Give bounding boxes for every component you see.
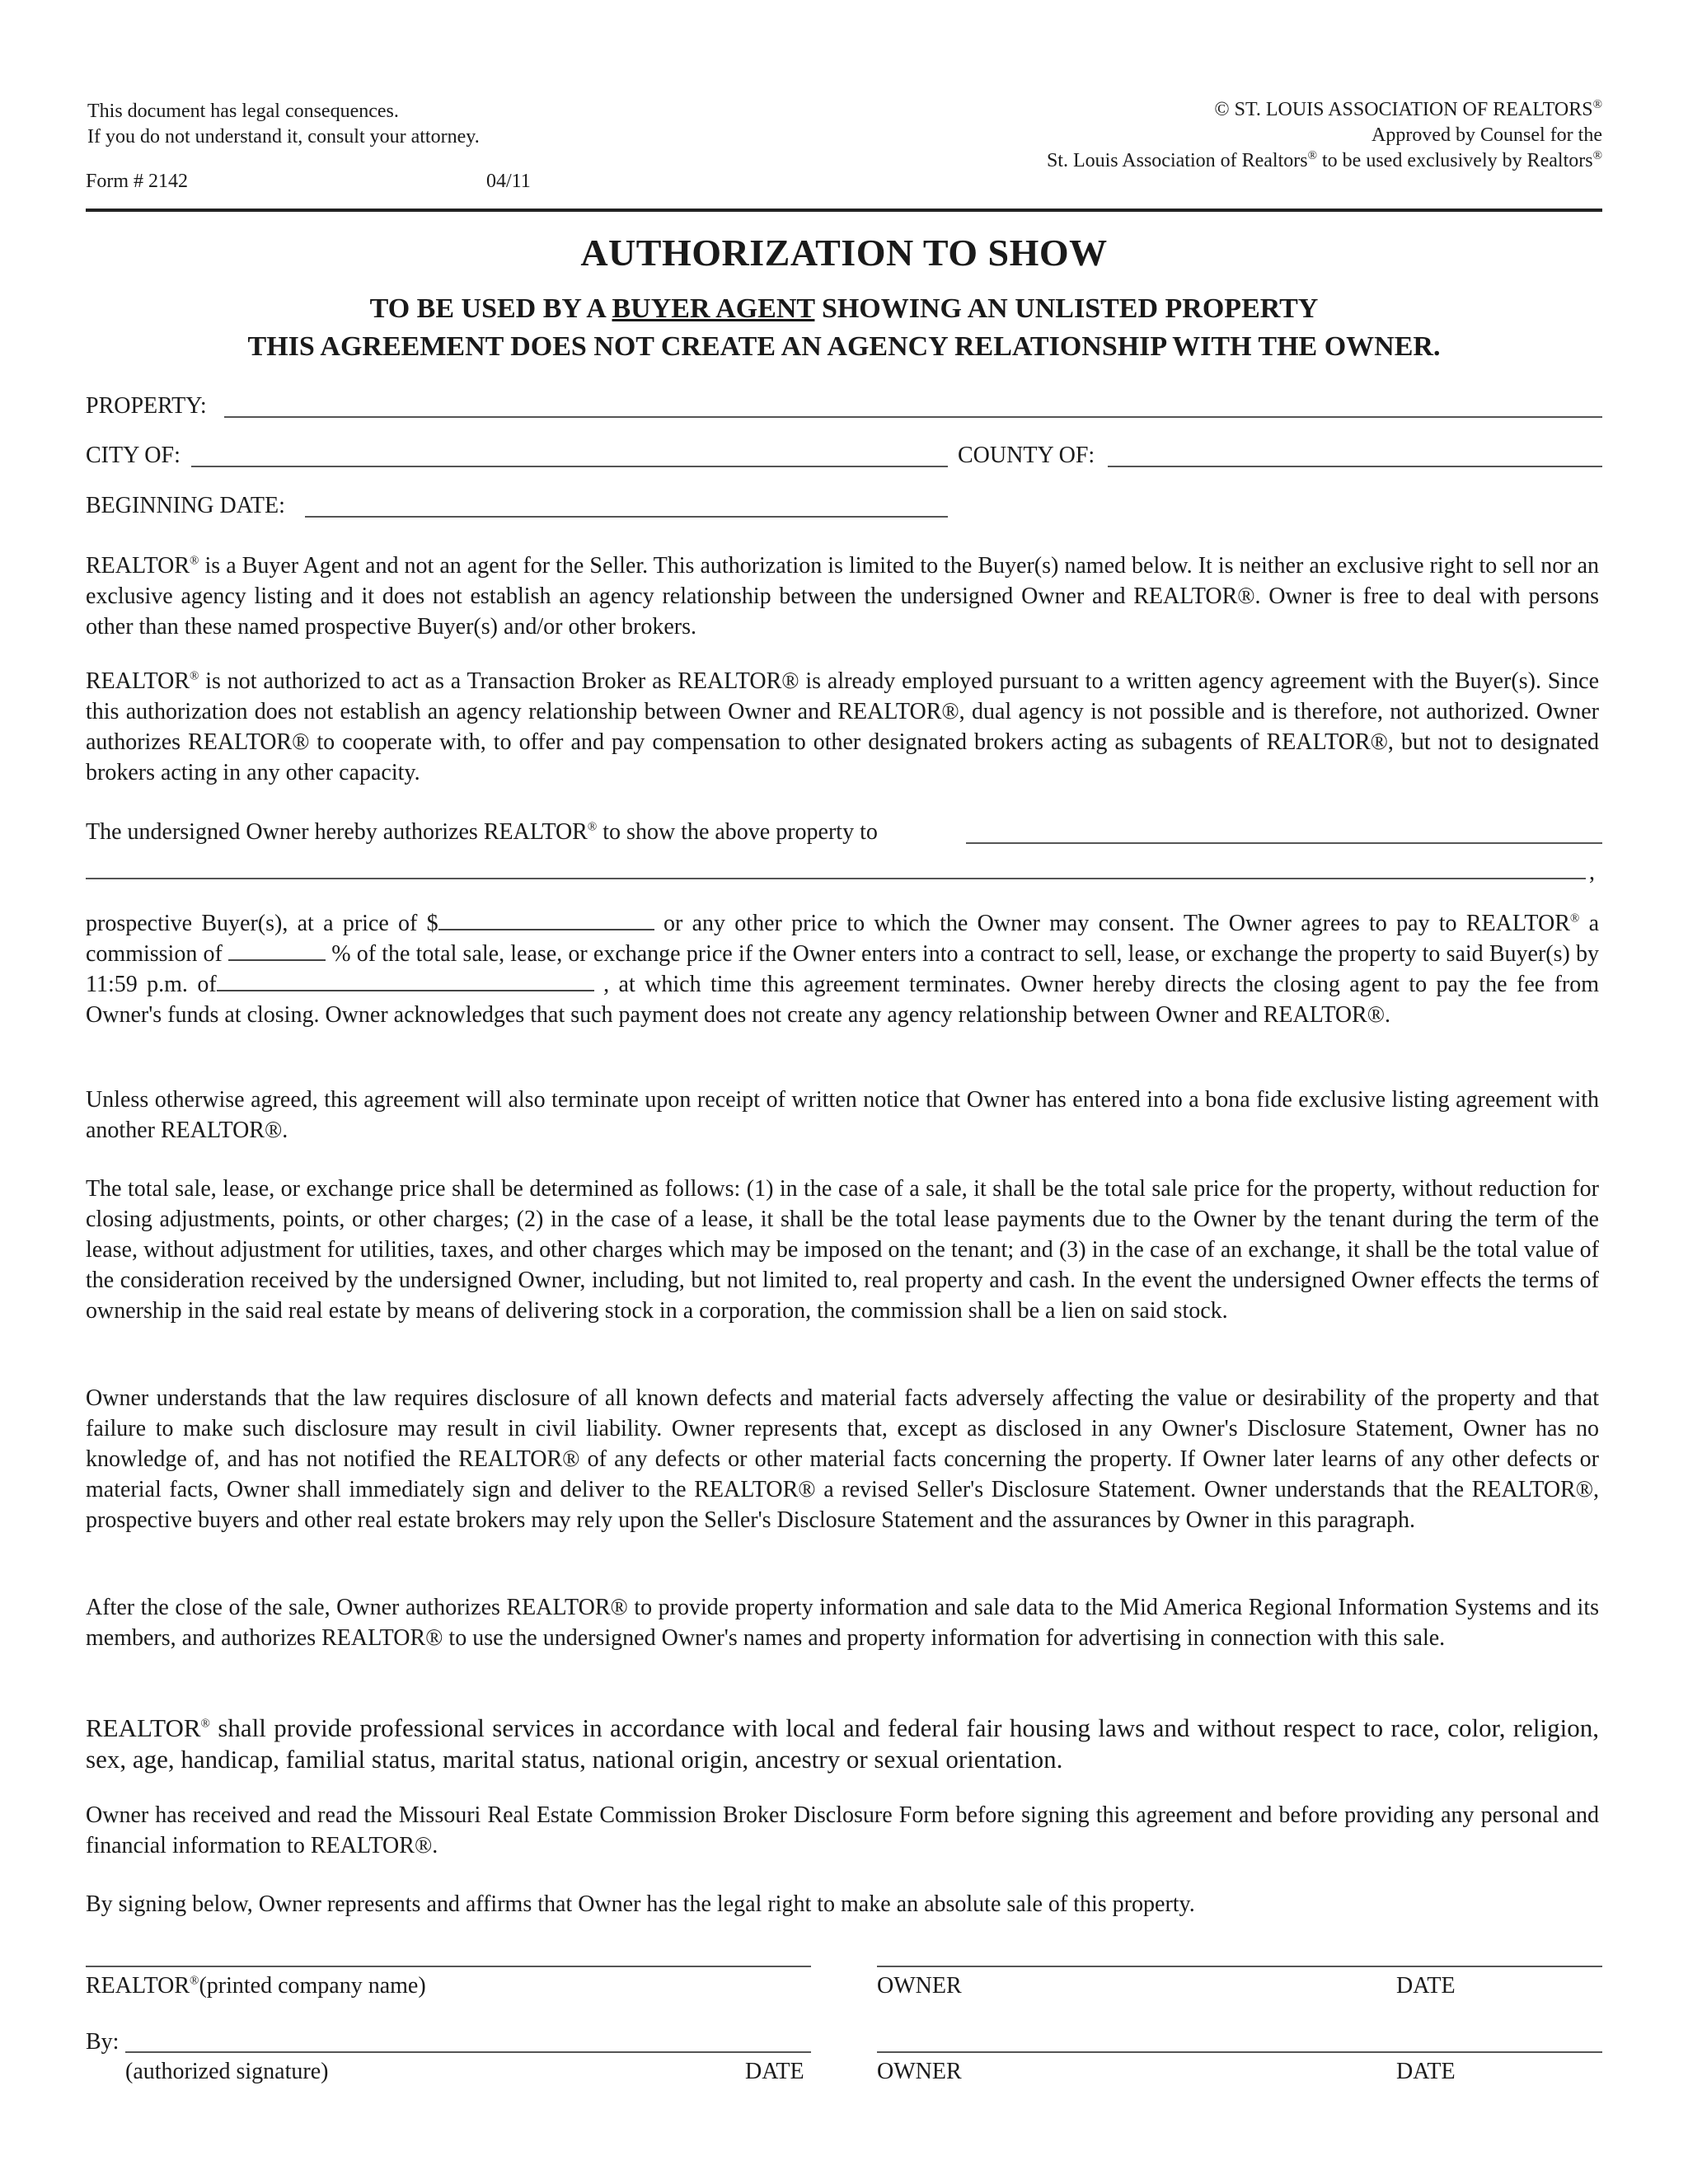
paragraph-transaction-broker bbox=[86, 666, 1599, 788]
buyer-names-field-2[interactable] bbox=[86, 878, 1586, 879]
price-text: prospective Buyer(s), at a price of $ bbox=[86, 911, 438, 936]
form-date: 04/11 bbox=[486, 171, 531, 192]
realtor-word: REALTOR bbox=[86, 1973, 190, 1999]
registered-mark: ® bbox=[1569, 912, 1580, 926]
county-field[interactable] bbox=[1108, 466, 1602, 467]
registered-mark: ® bbox=[200, 1717, 210, 1731]
realtor-date-label: DATE bbox=[745, 2059, 804, 2084]
paragraph-authorization bbox=[86, 818, 878, 846]
printed-company-label: (printed company name) bbox=[199, 1973, 426, 1999]
by-label: By: bbox=[86, 2029, 120, 2055]
copyright-line3b: to be used exclusively by Realtors bbox=[1322, 150, 1593, 171]
subtitle-line2: THIS AGREEMENT DOES NOT CREATE AN AGENCY RELATIONSHIP WITH THE OWNER. bbox=[247, 331, 1441, 362]
consent-text: or any other price to which the Owner may consent. The Owner agrees to pay to REALTOR bbox=[663, 911, 1570, 936]
subtitle-part-c: SHOWING AN UNLISTED PROPERTY bbox=[814, 293, 1319, 324]
paragraph-agency bbox=[86, 551, 1599, 642]
authorized-signature-line[interactable] bbox=[125, 2051, 811, 2053]
copyright-line1: © ST. LOUIS ASSOCIATION OF REALTORS bbox=[1214, 99, 1593, 120]
beginning-date-field[interactable] bbox=[305, 516, 948, 518]
owner2-label: OWNER bbox=[877, 2059, 962, 2084]
paragraph-termination: Unless otherwise agreed, this agreement will also terminate upon receipt of written notice that Owner has entered into a bona fide exclusive listing agreement with another REALTOR®. bbox=[86, 1087, 1599, 1143]
commission-text: a commission of bbox=[86, 911, 1600, 967]
paragraph-broker-disclosure: Owner has received and read the Missouri Real Estate Commission Broker Disclosure Form before signing this agreement and before providing any personal and financial information to REALTOR®. bbox=[86, 1802, 1599, 1858]
paragraph-price-commission bbox=[86, 908, 1599, 1030]
buyer-names-field-1[interactable] bbox=[966, 842, 1602, 844]
registered-mark: ® bbox=[190, 554, 199, 568]
county-label: COUNTY OF: bbox=[958, 443, 1095, 468]
paragraph-total-price: The total sale, lease, or exchange price shall be determined as follows: (1) in the case of a sale, it shall be the total sale price for the property, without reduction for closing adjustments, points, or other charges; (2) in the case of a lease, it shall be the total lease payments due to the Owner by the tenant during the term of the lease, without adjustment for utilities, taxes, and other charges which may be imposed on the tenant; and (3) in the case of an exchange, it shall be the total value of the consideration received by the undersigned Owner, including, but not limited to, real property and cash. In the event the undersigned Owner effects the terms of ownership in the said real estate by means of delivering stock in a corporation, the commission shall be a lien on said stock. bbox=[86, 1176, 1599, 1324]
document-title-wrap bbox=[86, 231, 1602, 274]
paragraph-legal-right: By signing below, Owner represents and affirms that Owner has the legal right to make an absolute sale of this property. bbox=[86, 1891, 1195, 1917]
authorization-text-a: The undersigned Owner hereby authorizes REALTOR bbox=[86, 819, 588, 845]
registered-mark: ® bbox=[1592, 98, 1602, 111]
owner1-label: OWNER bbox=[877, 1973, 962, 1999]
realtor-word: REALTOR bbox=[86, 553, 190, 579]
closing-text: , at which time this agreement terminates. Owner hereby directs the closing agent to pay the fee from Owner's funds at closing. Owner acknowledges that such payment does not create any agency relationship between Owner and REALTOR®. bbox=[86, 972, 1600, 1028]
paragraph-fair-housing bbox=[86, 1713, 1599, 1775]
realtor-company-line[interactable] bbox=[86, 1966, 811, 1967]
paragraph-transaction-broker-text: is not authorized to act as a Transaction Broker as REALTOR® is already employed pursuant to a written agency agreement with the Buyer(s). Since this authorization does not establish an agency relationship between Owner and REALTOR®, dual agency is not possible and is therefore, not authorized. Owner authorizes REALTOR® to cooperate with, to offer and pay compensation to other designated brokers acting as subagents of REALTOR®, but not to designated brokers acting in any other capacity. bbox=[86, 668, 1599, 785]
legal-notice bbox=[87, 99, 480, 150]
contract-text: % of the total sale, lease, or exchange price if the Owner enters into a contract to sell, lease, or exchange the property to said Buyer(s) by 11:59 p.m. of bbox=[86, 941, 1600, 997]
copyright-block bbox=[1047, 97, 1602, 174]
registered-mark: ® bbox=[1592, 149, 1602, 162]
registered-mark: ® bbox=[587, 820, 598, 834]
realtor-word: REALTOR bbox=[86, 1713, 201, 1742]
form-number: Form # 2142 bbox=[86, 171, 189, 192]
commission-percent-field[interactable] bbox=[228, 940, 326, 961]
authorization-text-b: to show the above property to bbox=[597, 819, 878, 845]
city-label: CITY OF: bbox=[86, 443, 181, 468]
owner2-signature-line[interactable] bbox=[877, 2051, 1602, 2053]
expiration-date-field[interactable] bbox=[217, 970, 594, 991]
owner1-signature-line[interactable] bbox=[877, 1966, 1602, 1967]
paragraph-agency-text: is a Buyer Agent and not an agent for the Seller. This authorization is limited to the Buyer(s) named below. It is neither an exclusive right to sell nor an exclusive agency listing and it does not establish an agency relationship between the undersigned Owner and REALTOR®. Owner is free to deal with persons other than these named prospective Buyer(s) and/or other brokers. bbox=[86, 553, 1599, 640]
realtor-company-caption bbox=[86, 1972, 426, 2000]
registered-mark: ® bbox=[1307, 149, 1317, 162]
authorized-signature-label: (authorized signature) bbox=[125, 2059, 329, 2084]
price-field[interactable] bbox=[438, 909, 654, 930]
paragraph-mls-data: After the close of the sale, Owner authorizes REALTOR® to provide property information and sale data to the Mid America Regional Information Systems and its members, and authorizes REALTOR® to use the undersigned Owner's names and property information for advertising in connection with this sale. bbox=[86, 1595, 1599, 1651]
registered-mark: ® bbox=[190, 669, 199, 683]
owner2-date-label: DATE bbox=[1396, 2059, 1456, 2084]
subtitle-line1 bbox=[86, 290, 1602, 328]
subtitle-buyer-agent: BUYER AGENT bbox=[612, 293, 815, 324]
owner1-date-label: DATE bbox=[1396, 1973, 1456, 1999]
document-title: AUTHORIZATION TO SHOW bbox=[580, 232, 1108, 274]
property-field[interactable] bbox=[224, 416, 1602, 418]
legal-notice-line1: This document has legal consequences. bbox=[87, 101, 399, 122]
paragraph-fair-housing-text: shall provide professional services in accordance with local and federal fair housing laws and without respect to race, color, religion, sex, age, handicap, familial status, marital status, national origin, ancestry or sexual orientation. bbox=[86, 1713, 1600, 1774]
copyright-line3a: St. Louis Association of Realtors bbox=[1046, 150, 1308, 171]
subtitle-part-a: TO BE USED BY A bbox=[369, 293, 612, 324]
realtor-word: REALTOR bbox=[86, 668, 190, 694]
comma: , bbox=[1589, 860, 1595, 885]
beginning-date-label: BEGINNING DATE: bbox=[86, 493, 285, 518]
header-divider bbox=[86, 209, 1602, 212]
paragraph-disclosure: Owner understands that the law requires disclosure of all known defects and material facts adversely affecting the value or desirability of the property and that failure to make such disclosure may result in civil liability. Owner represents that, except as disclosed in any Owner's Disclosure Statement, Owner has no knowledge of, and has not notified the REALTOR® of any defects or other material facts concerning the property. If Owner later learns of any other defects or material facts, Owner shall immediately sign and deliver to the REALTOR® a revised Seller's Disclosure Statement. Owner understands that the REALTOR®, prospective buyers and other real estate brokers may rely upon the Seller's Disclosure Statement and the assurances by Owner in this paragraph. bbox=[86, 1385, 1599, 1533]
legal-notice-line2: If you do not understand it, consult your attorney. bbox=[87, 126, 480, 148]
registered-mark: ® bbox=[190, 1974, 199, 1988]
city-field[interactable] bbox=[191, 466, 948, 467]
copyright-line2: Approved by Counsel for the bbox=[1372, 124, 1602, 146]
property-label: PROPERTY: bbox=[86, 393, 207, 419]
